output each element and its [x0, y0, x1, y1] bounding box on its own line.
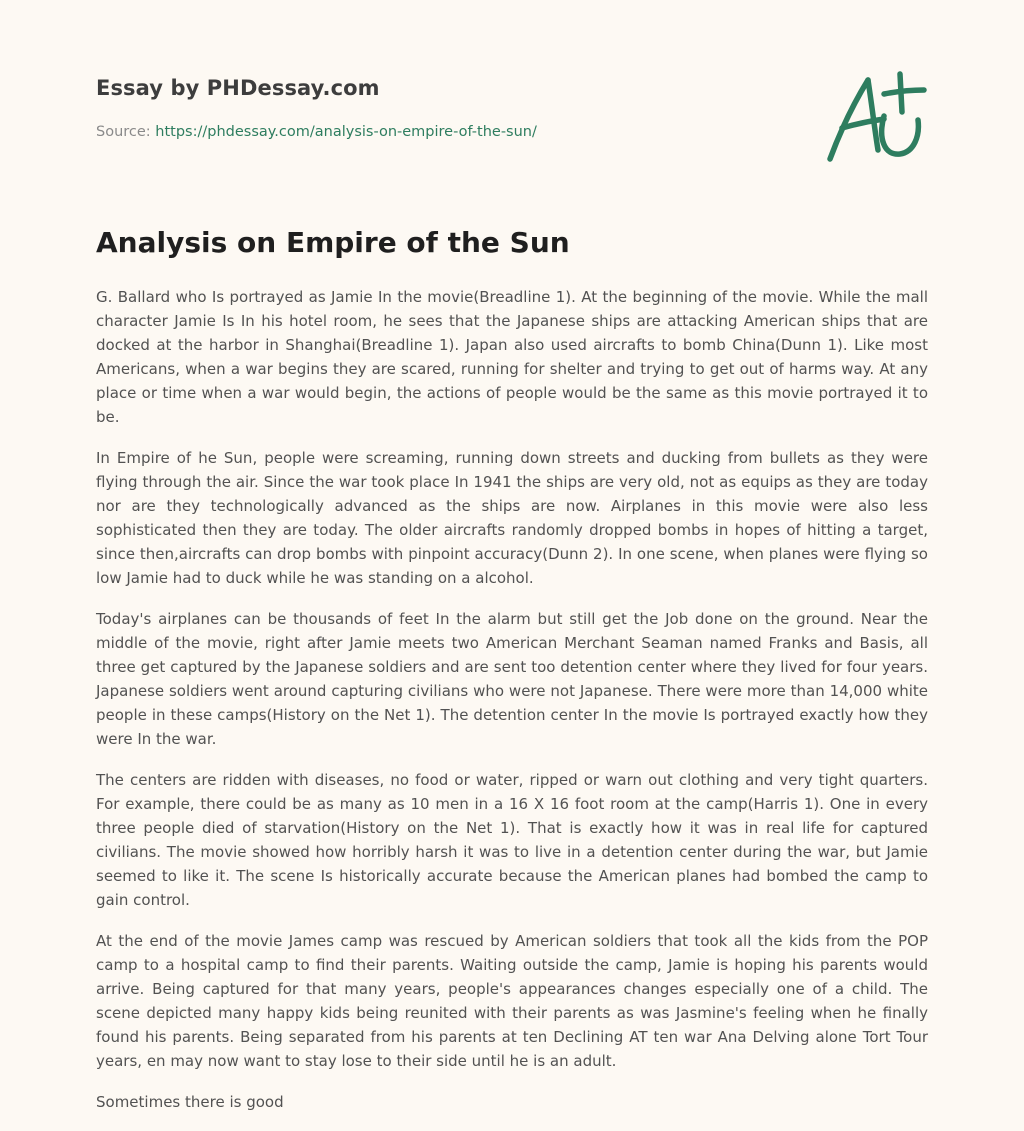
- source-label: Source:: [96, 124, 151, 140]
- essay-paragraph: G. Ballard who Is portrayed as Jamie In the movie(Breadline 1). At the beginning of the movie. While the mall character Jamie Is In his hotel room, he sees that the Japanese ships are attacking American ships that are docked at the harbor in Shanghai(Breadline 1). Japan also used aircrafts to bomb China(Dunn 1). Like most Americans, when a war begins they are scared, running for shelter and trying to get out of harms way. At any place or time when a war would begin, the actions of people would be the same as this movie portrayed it to be.: [96, 288, 928, 426]
- a-plus-logo-icon: [818, 66, 930, 166]
- essay-paragraph-truncated: Sometimes there is good: [96, 1093, 284, 1111]
- essay-paragraph: The centers are ridden with diseases, no food or water, ripped or warn out clothing and very tight quarters. For example, there could be as many as 10 men in a 16 X 16 foot room at the camp(Harris 1). One in every three people died of starvation(History on the Net 1). That is exactly how it was in real life for captured civilians. The movie showed how horribly harsh it was to live in a detention center during the war, but Jamie seemed to like it. The scene Is historically accurate because the American planes had bombed the camp to gain control.: [96, 771, 928, 909]
- essay-paragraph: In Empire of he Sun, people were screaming, running down streets and ducking from bullets as they were flying through the air. Since the war took place In 1941 the ships are very old, not as equips as they are today nor are they technologically advanced as the ships are now. Airplanes in this movie were also less sophisticated then they are today. The older aircrafts randomly dropped bombs in hopes of hitting a target, since then,aircrafts can drop bombs with pinpoint accuracy(Dunn 2). In one scene, when planes were flying so low Jamie had to duck while he was standing on a alcohol.: [96, 449, 928, 587]
- source-line: [96, 124, 537, 140]
- essay-body: [96, 285, 928, 1131]
- essay-paragraph: Today's airplanes can be thousands of feet In the alarm but still get the Job done on the ground. Near the middle of the movie, right after Jamie meets two American Merchant Seaman named Franks and Basis, all three get captured by the Japanese soldiers and are sent too detention center where they lived for four years. Japanese soldiers went around capturing civilians who were not Japanese. There were more than 14,000 white people in these camps(History on the Net 1). The detention center In the movie Is portrayed exactly how they were In the war.: [96, 610, 928, 748]
- essay-paragraph: At the end of the movie James camp was rescued by American soldiers that took all the kids from the POP camp to a hospital camp to find their parents. Waiting outside the camp, Jamie is hoping his parents would arrive. Being captured for that many years, people's appearances changes especially one of a child. The scene depicted many happy kids being reunited with their parents as was Jasmine's feeling when he finally found his parents. Being separated from his parents at ten Declining AT ten war Ana Delving alone Tort Tour years, en may now want to stay lose to their side until he is an adult.: [96, 932, 928, 1070]
- source-link[interactable]: https://phdessay.com/analysis-on-empire-of-the-sun/: [155, 124, 537, 140]
- essay-title: Analysis on Empire of the Sun: [96, 226, 570, 259]
- site-title: Essay by PHDessay.com: [96, 76, 380, 100]
